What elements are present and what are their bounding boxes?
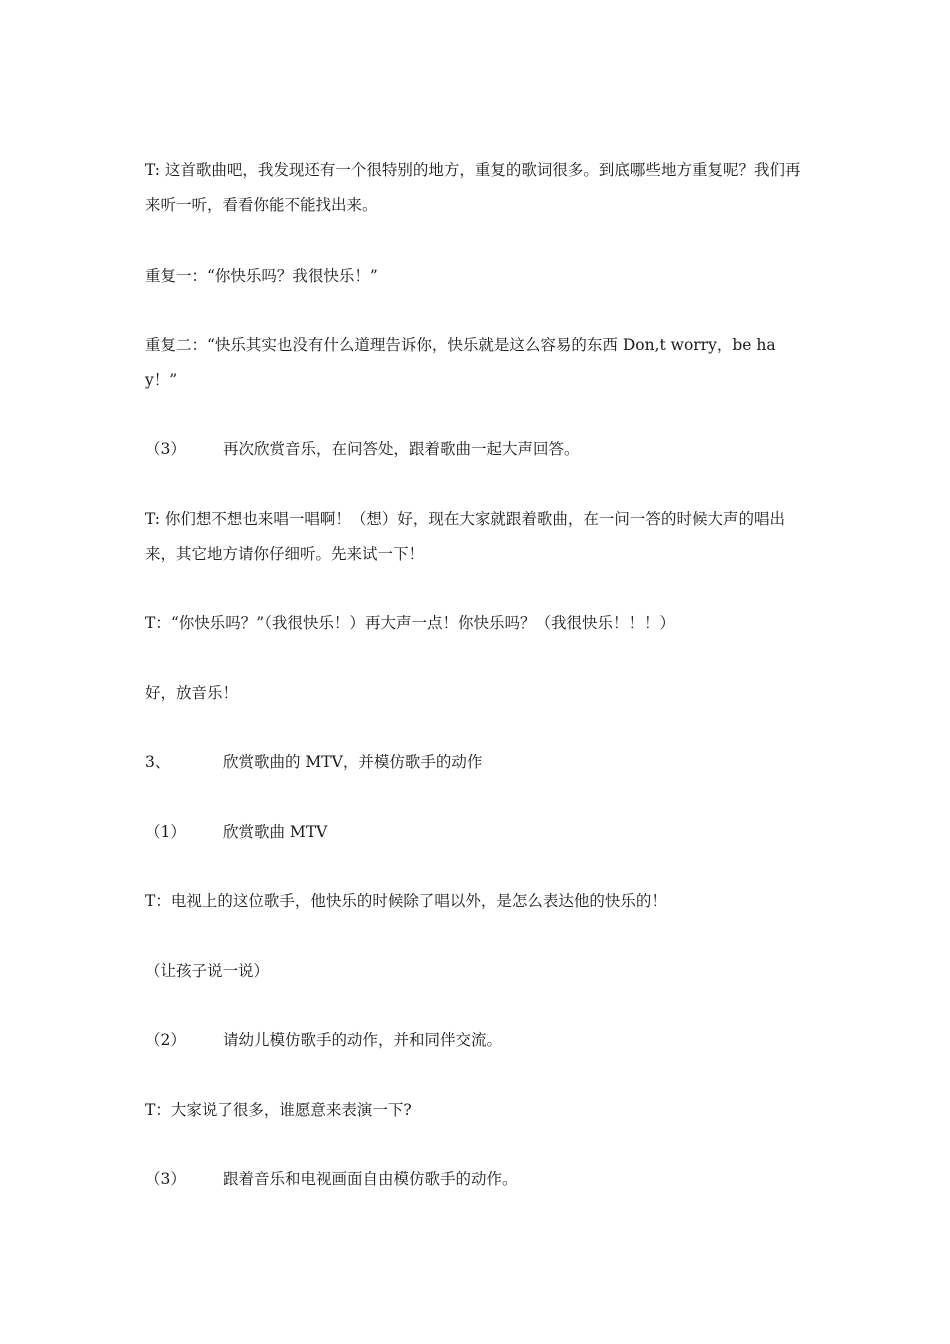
paragraph-repetition-two: 重复二：“快乐其实也没有什么道理告诉你，快乐就是这么容易的东西 Don,t worry，be ha y！” bbox=[145, 336, 776, 389]
paragraph-step-3-free-imitate bbox=[145, 1162, 810, 1197]
paragraph-teacher-perform: T：大家说了很多，谁愿意来表演一下? bbox=[145, 1101, 412, 1119]
paragraph-repetition-one: 重复一：“你快乐吗？我很快乐！” bbox=[145, 267, 378, 285]
paragraph-play-music: 好，放音乐！ bbox=[145, 684, 239, 702]
paragraph-teacher-repetition-intro: T: 这首歌曲吧，我发现还有一个很特别的地方，重复的歌词很多。到底哪些地方重复呢？我们再来听一听，看看你能不能找出来。 bbox=[145, 161, 801, 214]
section-text: 欣赏歌曲的 MTV，并模仿歌手的动作 bbox=[223, 753, 483, 771]
step-text: 欣赏歌曲 MTV bbox=[223, 823, 328, 841]
step-label: （3） bbox=[145, 1170, 186, 1188]
paragraph-children-discuss: （让孩子说一说） bbox=[145, 962, 270, 980]
paragraph-teacher-singer-question: T：电视上的这位歌手，他快乐的时候除了唱以外，是怎么表达他的快乐的！ bbox=[145, 892, 667, 910]
paragraph-step-1-watch-mtv bbox=[145, 815, 810, 850]
step-label: （3） bbox=[145, 440, 186, 458]
paragraph-step-3-listen-again bbox=[145, 432, 810, 467]
paragraph-section-3-mtv bbox=[145, 745, 810, 780]
paragraph-teacher-sing-along: T: 你们想不想也来唱一唱啊！（想）好，现在大家就跟着歌曲，在一问一答的时候大声的唱出来，其它地方请你仔细听。先来试一下！ bbox=[145, 510, 785, 563]
step-text: 再次欣赏音乐，在问答处，跟着歌曲一起大声回答。 bbox=[223, 440, 580, 458]
step-text: 跟着音乐和电视画面自由模仿歌手的动作。 bbox=[223, 1170, 518, 1188]
section-label: 3、 bbox=[145, 753, 171, 771]
paragraph-teacher-call-response: T：“你快乐吗？”（我很快乐！）再大声一点！你快乐吗？（我很快乐！！！） bbox=[145, 614, 675, 632]
step-label: （1） bbox=[145, 823, 186, 841]
step-label: （2） bbox=[145, 1031, 186, 1049]
paragraph-step-2-imitate bbox=[145, 1023, 810, 1058]
step-text: 请幼儿模仿歌手的动作，并和同伴交流。 bbox=[223, 1031, 503, 1049]
